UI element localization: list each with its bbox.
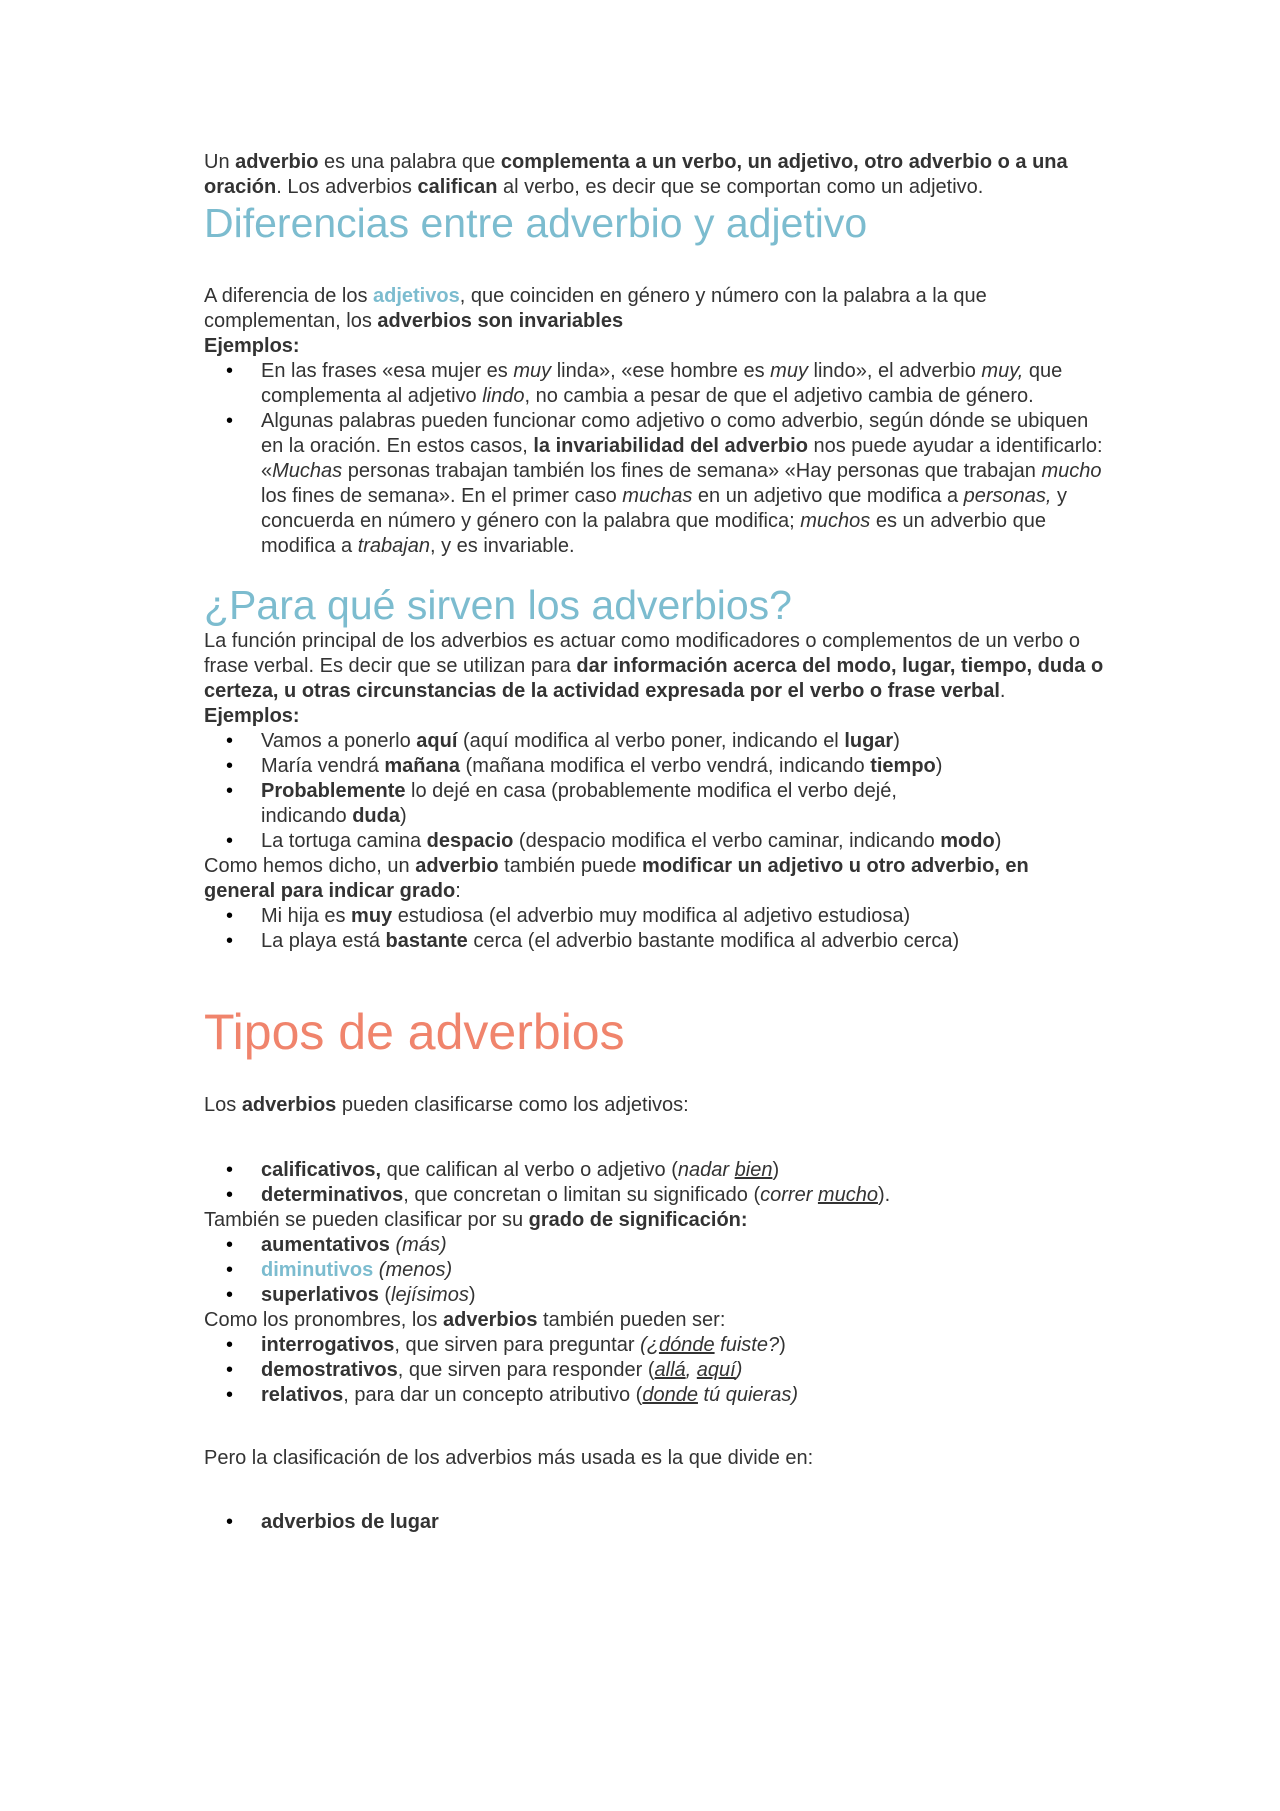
intro-paragraph [204,150,1104,200]
bold-text: determinativos [261,1184,404,1206]
list-item [261,1283,1104,1308]
underlined-text: aquí [696,1359,736,1381]
list-item [261,1233,1104,1258]
text: es un adverbio que modifica a [261,510,1046,557]
bold-text: despacio [426,830,514,852]
underlined-text: donde [642,1384,698,1406]
bold-text: muy [351,905,393,927]
underlined-text: allá [654,1359,686,1381]
bold-text: mañana [384,755,460,777]
grade-list [204,1233,1104,1308]
bold-text: adverbios son invariables [377,310,624,332]
text: , que sirven para preguntar [394,1334,641,1356]
list-item [261,1258,1104,1283]
list-item [261,929,1104,954]
bold-text: aumentativos [261,1234,390,1256]
bold-text: adverbios de lugar [261,1511,439,1533]
text: y concuerda en número y género con la palabra que modifica; [261,485,1068,532]
text: María vendrá [261,755,385,777]
italic-text: (más) [389,1234,447,1256]
italic-text: ) [735,1359,743,1381]
adjetivos-link[interactable]: adjetivos [373,285,460,307]
bold-text: Ejemplos: [204,335,300,357]
text: ) [935,755,943,777]
text: pueden clasificarse como los adjetivos: [336,1094,689,1116]
bold-text: adverbios [442,1309,538,1331]
paragraph [204,1093,1104,1118]
italic-text: correr [760,1184,818,1206]
italic-text: trabajan [357,535,430,557]
list-item [261,729,1104,754]
text: lindo», el adverbio [807,360,982,382]
text: es una palabra que [318,151,501,173]
italic-text: muy, [981,360,1024,382]
section-heading-tipos: Tipos de adverbios [204,1004,625,1060]
list-item [261,359,1104,409]
text: personas trabajan también los fines de semana» «Hay personas que trabajan [342,460,1042,482]
paragraph [204,1208,1104,1233]
text: La función principal de los adverbios es actuar como modificadores o complementos de un verbo o frase verbal. Es decir que se utilizan para [204,630,1081,677]
italic-text: (menos) [373,1259,453,1281]
text: Vamos a ponerlo [261,730,417,752]
bold-text: modificar un adjetivo u otro adverbio, en general para indicar grado [204,855,1029,902]
paragraph [204,629,1104,704]
bold-text: calificativos, [261,1159,382,1181]
italic-text: muy [513,360,552,382]
italic-text: muchas [622,485,693,507]
text: , para dar un concepto atributivo ( [343,1384,643,1406]
types-list [204,1158,1104,1208]
text: en un adjetivo que modifica a [692,485,964,507]
text: ( [378,1284,392,1306]
text: Como hemos dicho, un [204,855,416,877]
list-item [261,779,1104,829]
text: estudiosa (el adverbio muy modifica al adjetivo estudiosa) [392,905,911,927]
text: linda», «ese hombre es [551,360,771,382]
text: , y es invariable. [430,535,575,557]
italic-text: tú quieras) [697,1384,799,1406]
text: (aquí modifica al verbo poner, indicando el [457,730,845,752]
bold-text: complementa a un verbo, un adjetivo, otro adverbio o a una oración [204,151,1068,198]
bold-text: Probablemente [261,780,406,802]
classification-list [204,1510,1104,1535]
pronoun-list [204,1333,1104,1408]
italic-text: muy [770,360,808,382]
text: A diferencia de los [204,285,373,307]
bold-text: la invariabilidad del adverbio [533,435,808,457]
list-item [261,754,1104,779]
text: que complementa al adjetivo [261,360,1063,407]
list-item [261,1333,1104,1358]
bold-text: Ejemplos: [204,705,300,727]
text: La tortuga camina [261,830,427,852]
text: también pueden ser: [537,1309,726,1331]
examples-list [204,904,1104,954]
underlined-text: mucho [817,1184,878,1206]
text: Un [204,151,236,173]
section-heading-para-que: ¿Para qué sirven los adverbios? [204,582,792,628]
text: también puede [498,855,643,877]
list-item [261,829,1104,854]
bold-text: modo [940,830,995,852]
paragraph [204,854,1104,904]
bold-text: adverbio [235,151,319,173]
text: cerca (el adverbio bastante modifica al adverbio cerca) [467,930,960,952]
text: ) [399,805,407,827]
text: al verbo, es decir que se comportan como un adjetivo. [497,176,984,198]
bold-text: aquí [416,730,458,752]
list-item [261,1358,1104,1383]
bold-text: grado de significación: [528,1209,748,1231]
italic-text: nadar [677,1159,735,1181]
text: Como los pronombres, los [204,1309,443,1331]
bold-text: lugar [844,730,894,752]
bold-text: interrogativos [261,1334,395,1356]
italic-text: muchos [800,510,871,532]
bold-text: adverbio [415,855,499,877]
diminutivos-link[interactable]: diminutivos [261,1259,374,1281]
bold-text: tiempo [870,755,936,777]
text: La playa está [261,930,386,952]
text: : [455,880,461,902]
italic-text: lindo [482,385,525,407]
text: , que concretan o limitan su significado ( [403,1184,761,1206]
text: ) [772,1159,780,1181]
text: Algunas palabras pueden funcionar como adjetivo o como adverbio, según dónde se ubiquen en la oración. En estos casos, [261,410,1089,457]
text: nos puede ayudar a identificarlo: « [261,435,1103,482]
text: Los [204,1094,242,1116]
list-item [261,1383,1104,1408]
bold-text: relativos [261,1384,344,1406]
italic-text: lejísimos [391,1284,469,1306]
examples-list [204,729,1104,854]
list-item [261,1183,1104,1208]
text: (mañana modifica el verbo vendrá, indicando [459,755,871,777]
paragraph: Pero la clasificación de los adverbios más usada es la que divide en: [204,1447,814,1469]
text: lo dejé en casa (probablemente modifica el verbo dejé, indicando [261,780,897,827]
underlined-text: dónde [658,1334,715,1356]
list-item [261,904,1104,929]
italic-text: personas, [963,485,1052,507]
text: . [999,680,1006,702]
bold-text: dar información acerca del modo, lugar, tiempo, duda o certeza, u otras circunstancias de la actividad expresada por el verbo o frase verbal [204,655,1104,702]
text: que califican al verbo o adjetivo ( [381,1159,678,1181]
bold-text: demostrativos [261,1359,398,1381]
paragraph [204,1308,1104,1333]
italic-text: (¿ [640,1334,659,1356]
text: ). [877,1184,891,1206]
paragraph [204,284,1104,334]
text: , no cambia a pesar de que el adjetivo cambia de género. [524,385,1034,407]
ejemplos-label [204,704,1104,729]
underlined-text: bien [734,1159,773,1181]
list-item [261,1158,1104,1183]
bold-text: bastante [385,930,468,952]
examples-list [204,359,1104,559]
document-page [204,150,1104,1535]
italic-text: , [685,1359,697,1381]
text: . Los adverbios [276,176,418,198]
text: ) [994,830,1002,852]
text: , que sirven para responder ( [397,1359,655,1381]
text: ) [468,1284,476,1306]
text: , que coinciden en género y número con la palabra a la que complementan, los [204,285,987,332]
text: Mi hija es [261,905,352,927]
text: ) [779,1334,786,1356]
ejemplos-label [204,334,1104,359]
text: También se pueden clasificar por su [204,1209,529,1231]
bold-text: califican [417,176,498,198]
italic-text: Muchas [272,460,343,482]
section-heading-diferencias: Diferencias entre adverbio y adjetivo [204,200,868,246]
bold-text: superlativos [261,1284,379,1306]
list-item [261,1510,1104,1535]
text: (despacio modifica el verbo caminar, indicando [513,830,941,852]
bold-text: adverbios [241,1094,337,1116]
italic-text: mucho [1041,460,1102,482]
italic-text: fuiste? [714,1334,780,1356]
text: los fines de semana». En el primer caso [261,485,623,507]
text: En las frases «esa mujer es [261,360,514,382]
list-item [261,409,1104,559]
text: ) [893,730,900,752]
bold-text: duda [352,805,400,827]
